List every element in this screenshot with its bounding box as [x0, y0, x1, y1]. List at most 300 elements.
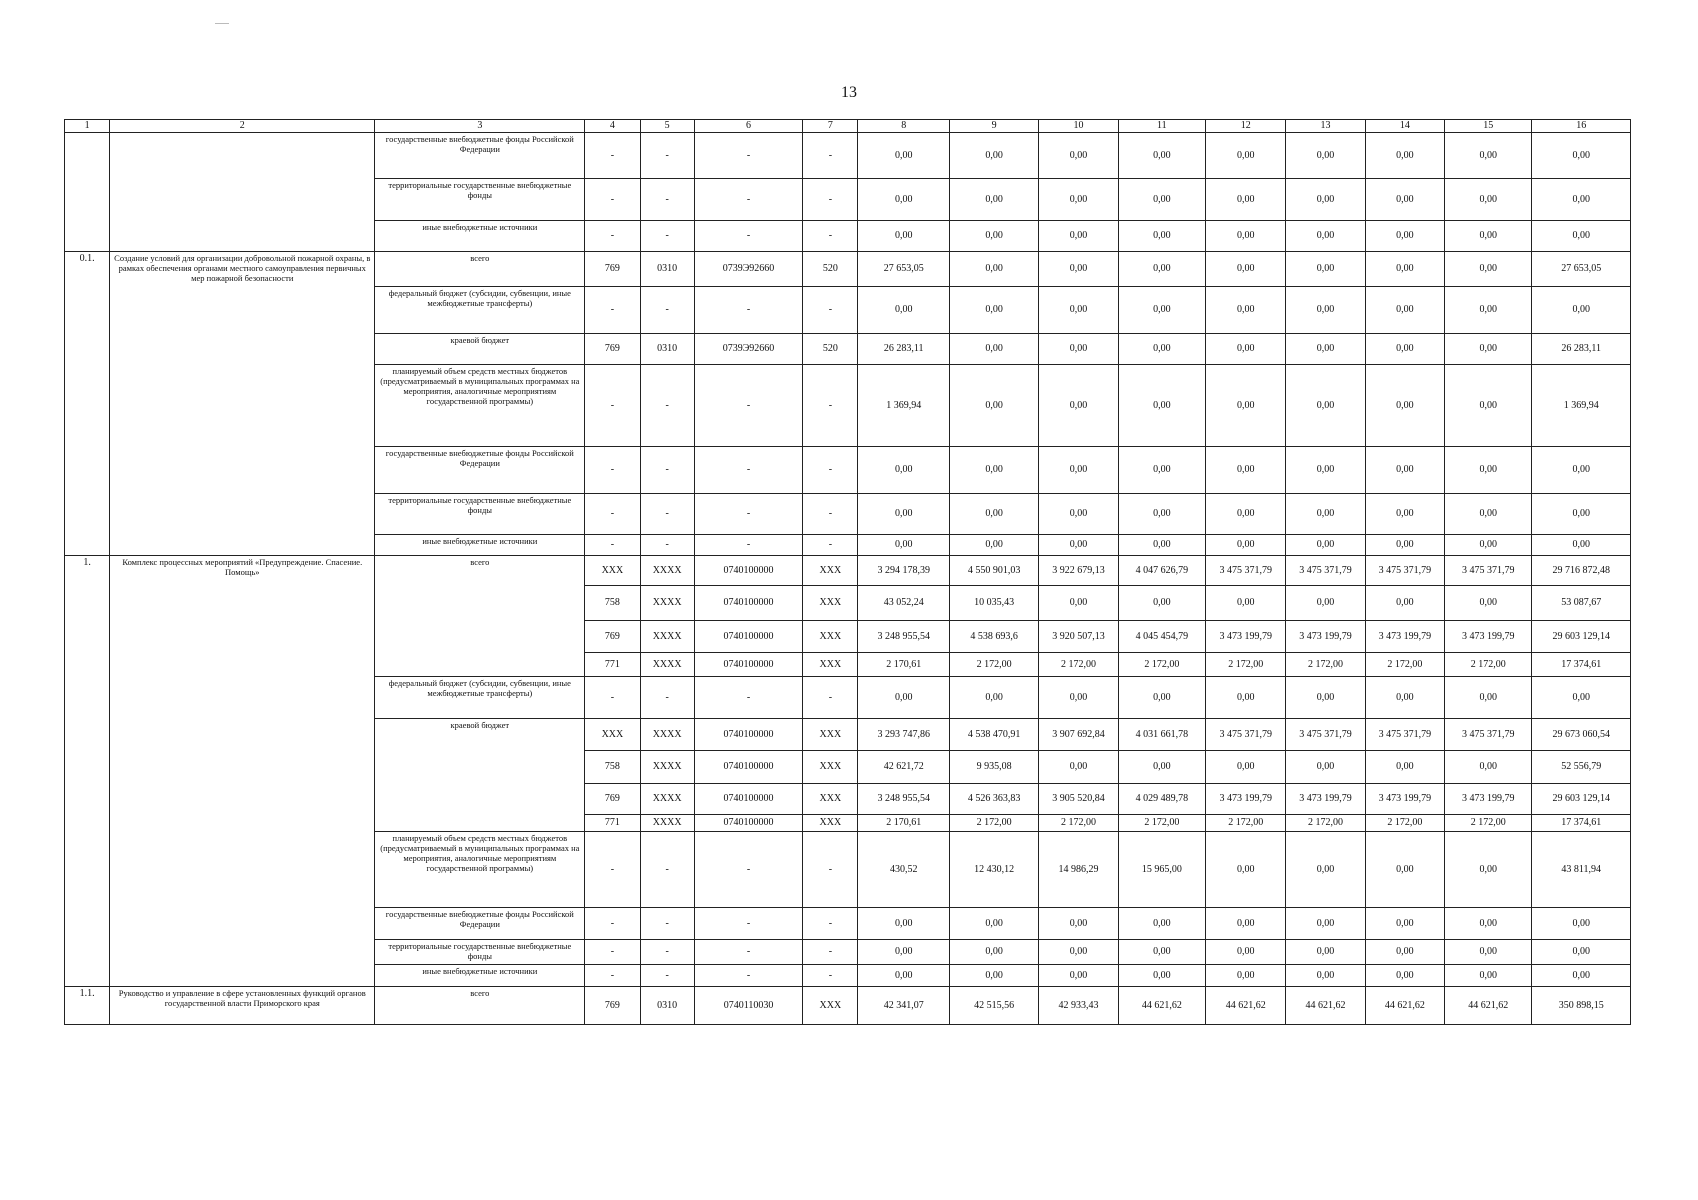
- amount-cell: 0,00: [1286, 677, 1365, 719]
- amount-cell: 0,00: [1206, 586, 1286, 621]
- amount-cell: 2 172,00: [1206, 653, 1286, 677]
- table-row: [65, 556, 1631, 586]
- funding-source-cell: государственные внебюджетные фонды Российской Федерации: [375, 908, 585, 940]
- amount-cell: 0,00: [1206, 447, 1286, 494]
- table-row: [65, 252, 1631, 287]
- amount-cell: 3 473 199,79: [1206, 784, 1286, 815]
- column-number-cell: 2: [110, 120, 375, 133]
- amount-cell: 0,00: [1118, 940, 1205, 965]
- amount-cell: 42 621,72: [858, 751, 949, 784]
- code-cell: ХХХ: [585, 719, 640, 751]
- amount-cell: 1 369,94: [1532, 365, 1631, 447]
- amount-cell: 0,00: [1039, 677, 1118, 719]
- amount-cell: 0,00: [1206, 940, 1286, 965]
- amount-cell: 0,00: [1118, 965, 1205, 987]
- amount-cell: 12 430,12: [949, 832, 1038, 908]
- amount-cell: 53 087,67: [1532, 586, 1631, 621]
- code-cell: -: [803, 447, 858, 494]
- amount-cell: 0,00: [1039, 908, 1118, 940]
- column-number-cell: 12: [1206, 120, 1286, 133]
- amount-cell: 0,00: [1532, 447, 1631, 494]
- amount-cell: 0,00: [1445, 586, 1532, 621]
- code-cell: 769: [585, 252, 640, 287]
- column-number-cell: 4: [585, 120, 640, 133]
- amount-cell: 0,00: [1365, 334, 1444, 365]
- amount-cell: 0,00: [1118, 447, 1205, 494]
- amount-cell: 0,00: [858, 908, 949, 940]
- amount-cell: 0,00: [1039, 334, 1118, 365]
- code-cell: -: [585, 494, 640, 535]
- amount-cell: 0,00: [1118, 751, 1205, 784]
- amount-cell: 27 653,05: [1532, 252, 1631, 287]
- amount-cell: 0,00: [1118, 365, 1205, 447]
- amount-cell: 0,00: [949, 334, 1038, 365]
- amount-cell: 0,00: [949, 677, 1038, 719]
- amount-cell: 26 283,11: [858, 334, 949, 365]
- amount-cell: 0,00: [1286, 965, 1365, 987]
- code-cell: -: [640, 133, 694, 179]
- amount-cell: 0,00: [1118, 535, 1205, 556]
- code-cell: -: [803, 677, 858, 719]
- amount-cell: 3 473 199,79: [1206, 621, 1286, 653]
- code-cell: -: [694, 965, 802, 987]
- amount-cell: 0,00: [1445, 751, 1532, 784]
- amount-cell: 0,00: [1039, 447, 1118, 494]
- code-cell: -: [694, 908, 802, 940]
- amount-cell: 0,00: [1365, 133, 1444, 179]
- amount-cell: 3 475 371,79: [1445, 556, 1532, 586]
- column-number-cell: 3: [375, 120, 585, 133]
- code-cell: -: [585, 940, 640, 965]
- amount-cell: 3 475 371,79: [1365, 556, 1444, 586]
- amount-cell: 0,00: [949, 535, 1038, 556]
- amount-cell: 4 526 363,83: [949, 784, 1038, 815]
- funding-source-cell: иные внебюджетные источники: [375, 221, 585, 252]
- code-cell: -: [585, 832, 640, 908]
- amount-cell: 0,00: [1286, 287, 1365, 334]
- amount-cell: 0,00: [1532, 908, 1631, 940]
- amount-cell: 0,00: [858, 677, 949, 719]
- code-cell: -: [640, 832, 694, 908]
- amount-cell: 3 475 371,79: [1286, 719, 1365, 751]
- code-cell: 769: [585, 987, 640, 1025]
- amount-cell: 17 374,61: [1532, 815, 1631, 832]
- scan-mark: [215, 23, 229, 24]
- code-cell: ХХХ: [585, 556, 640, 586]
- amount-cell: 2 170,61: [858, 653, 949, 677]
- code-cell: -: [694, 535, 802, 556]
- amount-cell: 27 653,05: [858, 252, 949, 287]
- amount-cell: 0,00: [1445, 677, 1532, 719]
- code-cell: ХХХ: [803, 987, 858, 1025]
- column-number-cell: 8: [858, 120, 949, 133]
- amount-cell: 0,00: [949, 965, 1038, 987]
- amount-cell: 0,00: [1365, 751, 1444, 784]
- code-cell: -: [640, 677, 694, 719]
- amount-cell: 44 621,62: [1445, 987, 1532, 1025]
- amount-cell: 0,00: [1286, 940, 1365, 965]
- amount-cell: 3 473 199,79: [1445, 784, 1532, 815]
- amount-cell: 0,00: [1039, 179, 1118, 221]
- code-cell: 0740100000: [694, 621, 802, 653]
- amount-cell: 0,00: [949, 908, 1038, 940]
- code-cell: 0310: [640, 252, 694, 287]
- amount-cell: 29 603 129,14: [1532, 784, 1631, 815]
- amount-cell: 0,00: [1286, 494, 1365, 535]
- code-cell: -: [640, 494, 694, 535]
- funding-source-cell: всего: [375, 556, 585, 677]
- amount-cell: 0,00: [1118, 586, 1205, 621]
- amount-cell: 0,00: [1532, 677, 1631, 719]
- amount-cell: 3 475 371,79: [1365, 719, 1444, 751]
- amount-cell: 0,00: [1206, 179, 1286, 221]
- amount-cell: 0,00: [1365, 677, 1444, 719]
- code-cell: 520: [803, 334, 858, 365]
- amount-cell: 10 035,43: [949, 586, 1038, 621]
- amount-cell: 0,00: [1206, 677, 1286, 719]
- amount-cell: 0,00: [1445, 365, 1532, 447]
- amount-cell: 0,00: [1532, 535, 1631, 556]
- measure-name-cell: Комплекс процессных мероприятий «Предупреждение. Спасение. Помощь»: [110, 556, 375, 987]
- code-cell: 0740100000: [694, 653, 802, 677]
- funding-source-cell: иные внебюджетные источники: [375, 965, 585, 987]
- code-cell: -: [640, 965, 694, 987]
- amount-cell: 0,00: [1039, 365, 1118, 447]
- code-cell: ХХХ: [803, 653, 858, 677]
- funding-source-cell: планируемый объем средств местных бюджетов (предусматриваемый в муниципальных программах на мероприятия, аналогичные мероприятиям государственной программы): [375, 832, 585, 908]
- amount-cell: 3 473 199,79: [1365, 621, 1444, 653]
- amount-cell: 2 172,00: [1365, 653, 1444, 677]
- amount-cell: 0,00: [1445, 179, 1532, 221]
- code-cell: -: [585, 447, 640, 494]
- amount-cell: 0,00: [1365, 494, 1444, 535]
- amount-cell: 0,00: [1206, 832, 1286, 908]
- amount-cell: 3 475 371,79: [1206, 719, 1286, 751]
- amount-cell: 0,00: [1206, 287, 1286, 334]
- amount-cell: 43 052,24: [858, 586, 949, 621]
- amount-cell: 0,00: [1286, 221, 1365, 252]
- amount-cell: 0,00: [1206, 252, 1286, 287]
- amount-cell: 0,00: [949, 179, 1038, 221]
- amount-cell: 0,00: [1206, 535, 1286, 556]
- amount-cell: 0,00: [1118, 494, 1205, 535]
- amount-cell: 2 172,00: [949, 653, 1038, 677]
- code-cell: 0739Э92660: [694, 334, 802, 365]
- amount-cell: 0,00: [1286, 365, 1365, 447]
- amount-cell: 0,00: [1365, 832, 1444, 908]
- code-cell: ХХХХ: [640, 784, 694, 815]
- code-cell: -: [803, 365, 858, 447]
- amount-cell: 52 556,79: [1532, 751, 1631, 784]
- amount-cell: 0,00: [1532, 179, 1631, 221]
- funding-source-cell: федеральный бюджет (субсидии, субвенции, иные межбюджетные трансферты): [375, 677, 585, 719]
- code-cell: 769: [585, 784, 640, 815]
- funding-source-cell: планируемый объем средств местных бюджетов (предусматриваемый в муниципальных программах на мероприятия, аналогичные мероприятиям государственной программы): [375, 365, 585, 447]
- code-cell: ХХХХ: [640, 621, 694, 653]
- code-cell: -: [585, 287, 640, 334]
- amount-cell: 0,00: [1206, 365, 1286, 447]
- code-cell: ХХХ: [803, 784, 858, 815]
- amount-cell: 0,00: [1118, 334, 1205, 365]
- code-cell: -: [585, 365, 640, 447]
- code-cell: 771: [585, 815, 640, 832]
- amount-cell: 0,00: [1445, 133, 1532, 179]
- amount-cell: 0,00: [858, 447, 949, 494]
- amount-cell: 0,00: [1286, 133, 1365, 179]
- amount-cell: 3 248 955,54: [858, 621, 949, 653]
- code-cell: -: [640, 179, 694, 221]
- amount-cell: 0,00: [1445, 334, 1532, 365]
- amount-cell: 0,00: [1206, 965, 1286, 987]
- measure-name-cell: [110, 133, 375, 252]
- column-number-cell: 10: [1039, 120, 1118, 133]
- amount-cell: 0,00: [1365, 252, 1444, 287]
- code-cell: -: [640, 940, 694, 965]
- amount-cell: 3 473 199,79: [1445, 621, 1532, 653]
- funding-source-cell: краевой бюджет: [375, 719, 585, 832]
- amount-cell: 3 294 178,39: [858, 556, 949, 586]
- column-number-cell: 11: [1118, 120, 1205, 133]
- amount-cell: 4 047 626,79: [1118, 556, 1205, 586]
- column-number-cell: 1: [65, 120, 110, 133]
- amount-cell: 0,00: [858, 179, 949, 221]
- amount-cell: 0,00: [1445, 535, 1532, 556]
- amount-cell: 2 170,61: [858, 815, 949, 832]
- row-index-cell: 1.: [65, 556, 110, 987]
- code-cell: ХХХ: [803, 719, 858, 751]
- page-number: 13: [841, 84, 857, 101]
- code-cell: ХХХ: [803, 751, 858, 784]
- code-cell: -: [694, 832, 802, 908]
- funding-source-cell: федеральный бюджет (субсидии, субвенции, иные межбюджетные трансферты): [375, 287, 585, 334]
- code-cell: ХХХ: [803, 621, 858, 653]
- code-cell: ХХХХ: [640, 751, 694, 784]
- code-cell: -: [585, 535, 640, 556]
- amount-cell: 2 172,00: [1039, 653, 1118, 677]
- funding-source-cell: территориальные государственные внебюджетные фонды: [375, 940, 585, 965]
- amount-cell: 0,00: [1039, 133, 1118, 179]
- amount-cell: 0,00: [1118, 179, 1205, 221]
- amount-cell: 0,00: [1206, 908, 1286, 940]
- code-cell: -: [803, 535, 858, 556]
- amount-cell: 0,00: [1365, 365, 1444, 447]
- code-cell: -: [640, 221, 694, 252]
- amount-cell: 0,00: [1039, 221, 1118, 252]
- amount-cell: 0,00: [949, 252, 1038, 287]
- amount-cell: 0,00: [1365, 965, 1444, 987]
- code-cell: -: [585, 221, 640, 252]
- code-cell: 0740100000: [694, 719, 802, 751]
- funding-source-cell: всего: [375, 987, 585, 1025]
- code-cell: -: [803, 494, 858, 535]
- code-cell: -: [640, 447, 694, 494]
- code-cell: ХХХХ: [640, 653, 694, 677]
- code-cell: 0740100000: [694, 815, 802, 832]
- amount-cell: 0,00: [1118, 133, 1205, 179]
- code-cell: -: [694, 221, 802, 252]
- amount-cell: 2 172,00: [1118, 815, 1205, 832]
- row-index-cell: 0.1.: [65, 252, 110, 556]
- code-cell: -: [803, 287, 858, 334]
- column-number-cell: 5: [640, 120, 694, 133]
- amount-cell: 2 172,00: [1039, 815, 1118, 832]
- code-cell: -: [803, 832, 858, 908]
- amount-cell: 9 935,08: [949, 751, 1038, 784]
- code-cell: 0740100000: [694, 751, 802, 784]
- table-row: [65, 987, 1631, 1025]
- amount-cell: 4 550 901,03: [949, 556, 1038, 586]
- amount-cell: 0,00: [858, 494, 949, 535]
- amount-cell: 0,00: [1365, 221, 1444, 252]
- column-number-cell: 15: [1445, 120, 1532, 133]
- column-number-cell: 7: [803, 120, 858, 133]
- code-cell: ХХХХ: [640, 556, 694, 586]
- amount-cell: 0,00: [1365, 179, 1444, 221]
- amount-cell: 42 515,56: [949, 987, 1038, 1025]
- header-row: [65, 120, 1631, 133]
- code-cell: 0739Э92660: [694, 252, 802, 287]
- amount-cell: 430,52: [858, 832, 949, 908]
- amount-cell: 0,00: [1445, 221, 1532, 252]
- amount-cell: 3 293 747,86: [858, 719, 949, 751]
- code-cell: ХХХХ: [640, 719, 694, 751]
- amount-cell: 0,00: [1206, 751, 1286, 784]
- amount-cell: 4 538 693,6: [949, 621, 1038, 653]
- amount-cell: 0,00: [1286, 334, 1365, 365]
- amount-cell: 0,00: [858, 133, 949, 179]
- amount-cell: 0,00: [1039, 586, 1118, 621]
- amount-cell: 0,00: [1286, 751, 1365, 784]
- measure-name-cell: Создание условий для организации добровольной пожарной охраны, в рамках обеспечения органами местного самоуправления первичных мер пожарной безопасности: [110, 252, 375, 556]
- code-cell: -: [803, 940, 858, 965]
- code-cell: 0740100000: [694, 784, 802, 815]
- column-number-cell: 6: [694, 120, 802, 133]
- funding-source-cell: территориальные государственные внебюджетные фонды: [375, 179, 585, 221]
- amount-cell: 0,00: [1365, 287, 1444, 334]
- amount-cell: 0,00: [1532, 287, 1631, 334]
- code-cell: -: [694, 494, 802, 535]
- code-cell: -: [694, 133, 802, 179]
- amount-cell: 0,00: [1532, 940, 1631, 965]
- code-cell: -: [694, 447, 802, 494]
- code-cell: -: [585, 677, 640, 719]
- amount-cell: 0,00: [949, 494, 1038, 535]
- amount-cell: 0,00: [1445, 908, 1532, 940]
- code-cell: 0310: [640, 987, 694, 1025]
- amount-cell: 2 172,00: [1365, 815, 1444, 832]
- amount-cell: 0,00: [1206, 494, 1286, 535]
- code-cell: -: [585, 908, 640, 940]
- budget-table: [64, 119, 1631, 1025]
- code-cell: ХХХ: [803, 815, 858, 832]
- amount-cell: 0,00: [1206, 133, 1286, 179]
- amount-cell: 3 475 371,79: [1445, 719, 1532, 751]
- code-cell: ХХХ: [803, 556, 858, 586]
- amount-cell: 0,00: [1365, 447, 1444, 494]
- amount-cell: 17 374,61: [1532, 653, 1631, 677]
- funding-source-cell: территориальные государственные внебюджетные фонды: [375, 494, 585, 535]
- amount-cell: 0,00: [949, 940, 1038, 965]
- budget-table-body: [65, 120, 1631, 1025]
- code-cell: -: [694, 940, 802, 965]
- code-cell: -: [585, 179, 640, 221]
- code-cell: -: [694, 677, 802, 719]
- amount-cell: 0,00: [1286, 832, 1365, 908]
- amount-cell: 4 538 470,91: [949, 719, 1038, 751]
- amount-cell: 0,00: [1445, 287, 1532, 334]
- amount-cell: 0,00: [1118, 252, 1205, 287]
- column-number-cell: 14: [1365, 120, 1444, 133]
- column-number-cell: 9: [949, 120, 1038, 133]
- code-cell: 520: [803, 252, 858, 287]
- amount-cell: 0,00: [1532, 221, 1631, 252]
- code-cell: 0740100000: [694, 586, 802, 621]
- amount-cell: 0,00: [1039, 252, 1118, 287]
- code-cell: ХХХ: [803, 586, 858, 621]
- amount-cell: 0,00: [1445, 965, 1532, 987]
- amount-cell: 0,00: [1206, 221, 1286, 252]
- measure-name-cell: Руководство и управление в сфере установленных функций органов государственной власти Приморского края: [110, 987, 375, 1025]
- amount-cell: 0,00: [1286, 179, 1365, 221]
- amount-cell: 0,00: [1532, 494, 1631, 535]
- amount-cell: 0,00: [1286, 908, 1365, 940]
- funding-source-cell: государственные внебюджетные фонды Российской Федерации: [375, 133, 585, 179]
- amount-cell: 0,00: [1118, 908, 1205, 940]
- code-cell: -: [585, 133, 640, 179]
- amount-cell: 3 473 199,79: [1286, 784, 1365, 815]
- code-cell: -: [803, 221, 858, 252]
- column-number-cell: 16: [1532, 120, 1631, 133]
- amount-cell: 29 603 129,14: [1532, 621, 1631, 653]
- amount-cell: 0,00: [949, 287, 1038, 334]
- code-cell: ХХХХ: [640, 815, 694, 832]
- amount-cell: 0,00: [1365, 535, 1444, 556]
- amount-cell: 42 341,07: [858, 987, 949, 1025]
- funding-source-cell: всего: [375, 252, 585, 287]
- funding-source-cell: иные внебюджетные источники: [375, 535, 585, 556]
- amount-cell: 0,00: [949, 133, 1038, 179]
- code-cell: -: [585, 965, 640, 987]
- amount-cell: 0,00: [1445, 832, 1532, 908]
- amount-cell: 3 473 199,79: [1286, 621, 1365, 653]
- amount-cell: 0,00: [949, 447, 1038, 494]
- funding-source-cell: государственные внебюджетные фонды Российской Федерации: [375, 447, 585, 494]
- amount-cell: 0,00: [949, 365, 1038, 447]
- amount-cell: 0,00: [1039, 287, 1118, 334]
- code-cell: -: [803, 179, 858, 221]
- amount-cell: 2 172,00: [1286, 653, 1365, 677]
- code-cell: -: [803, 133, 858, 179]
- amount-cell: 0,00: [949, 221, 1038, 252]
- amount-cell: 43 811,94: [1532, 832, 1631, 908]
- amount-cell: 0,00: [1039, 535, 1118, 556]
- amount-cell: 0,00: [1445, 252, 1532, 287]
- amount-cell: 0,00: [1445, 447, 1532, 494]
- amount-cell: 0,00: [1286, 586, 1365, 621]
- amount-cell: 0,00: [1365, 940, 1444, 965]
- code-cell: 758: [585, 751, 640, 784]
- code-cell: 769: [585, 621, 640, 653]
- amount-cell: 15 965,00: [1118, 832, 1205, 908]
- amount-cell: 4 029 489,78: [1118, 784, 1205, 815]
- amount-cell: 0,00: [1286, 252, 1365, 287]
- amount-cell: 0,00: [858, 535, 949, 556]
- amount-cell: 3 922 679,13: [1039, 556, 1118, 586]
- amount-cell: 2 172,00: [949, 815, 1038, 832]
- amount-cell: 44 621,62: [1206, 987, 1286, 1025]
- amount-cell: 0,00: [1039, 965, 1118, 987]
- amount-cell: 350 898,15: [1532, 987, 1631, 1025]
